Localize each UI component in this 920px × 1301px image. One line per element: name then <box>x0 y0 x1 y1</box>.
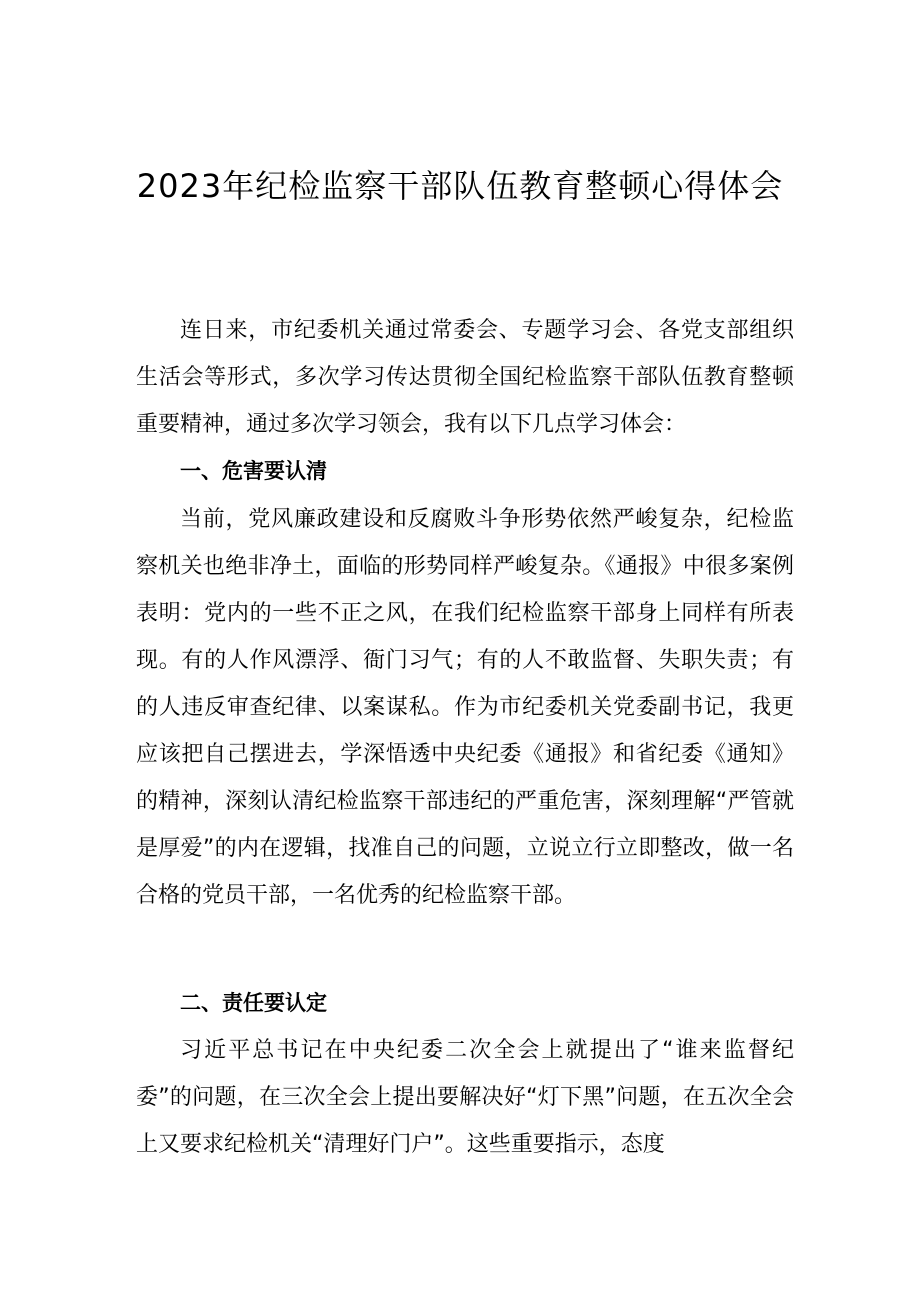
section-heading-1: 一、危害要认清 <box>180 459 327 483</box>
section-paragraph-1: 当前，党风廉政建设和反腐败斗争形势依然严峻复杂，纪检监察机关也绝非净土，面临的形势同样严峻复杂。《通报》中很多案例表明：党内的一些不正之风，在我们纪检监察干部身上同样有所表现。有的人作风漂浮、衙门习气；有的人不敢监督、失职失责；有的人违反审查纪律、以案谋私。作为市纪委机关党委副书记，我更应该把自己摆进去，学深悟透中央纪委《通报》和省纪委《通知》的精神，深刻认清纪检监察干部违纪的严重危害，深刻理解“严管就是厚爱”的内在逻辑，找准自己的问题，立说立行立即整改，做一名合格的党员干部，一名优秀的纪检监察干部。 <box>136 507 794 908</box>
intro-paragraph: 连日来，市纪委机关通过常委会、专题学习会、各党支部组织生活会等形式，多次学习传达贯彻全国纪检监察干部队伍教育整顿重要精神，通过多次学习领会，我有以下几点学习体会： <box>136 318 794 437</box>
section-paragraph-2: 习近平总书记在中央纪委二次全会上就提出了“谁来监督纪委”的问题，在三次全会上提出要解决好“灯下黑”问题，在五次全会上又要求纪检机关“清理好门户”。这些重要指示，态度 <box>136 1038 794 1157</box>
section-heading-2: 二、责任要认定 <box>180 991 327 1015</box>
document-title: 2023年纪检监察干部队伍教育整顿心得体会 <box>136 167 784 205</box>
